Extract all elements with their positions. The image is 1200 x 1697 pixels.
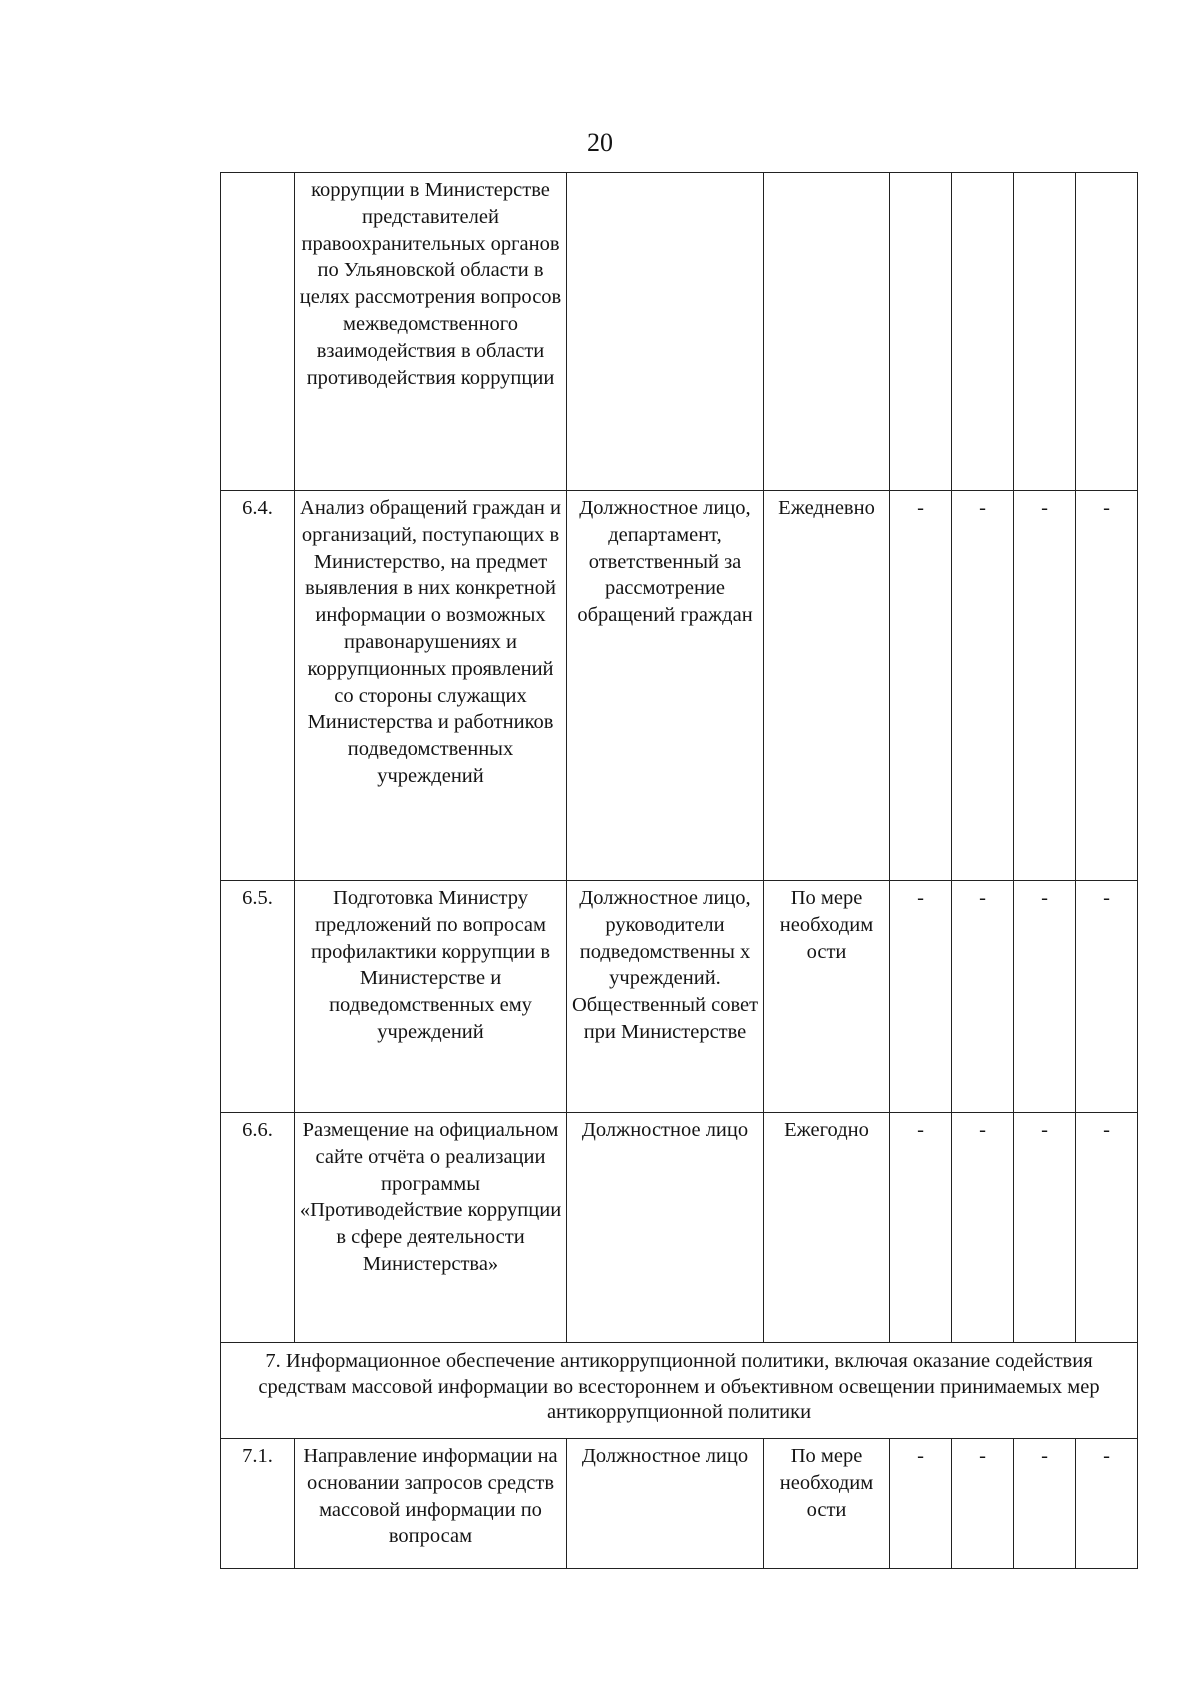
- indicator-cell: -: [952, 1113, 1014, 1343]
- action-cell: Анализ обращений граждан и организаций, поступающих в Министерство, на предмет выявления в них конкретной информации о возможных правонарушениях и коррупционных проявлений со стороны служащих Министерства и работников подведомственных учреждений: [295, 491, 567, 881]
- term-cell: Ежедневно: [764, 491, 890, 881]
- indicator-cell: -: [1014, 881, 1076, 1113]
- indicator-cell: [1076, 173, 1138, 491]
- indicator-cell: -: [1076, 491, 1138, 881]
- term-cell: По мере необходим ости: [764, 1439, 890, 1569]
- term-cell: [764, 173, 890, 491]
- indicator-cell: -: [1076, 1439, 1138, 1569]
- row-number: [221, 173, 295, 491]
- action-cell: Подготовка Министру предложений по вопросам профилактики коррупции в Министерстве и подведомственных ему учреждений: [295, 881, 567, 1113]
- indicator-cell: -: [1014, 1113, 1076, 1343]
- row-number: 7.1.: [221, 1439, 295, 1569]
- indicator-cell: -: [1014, 491, 1076, 881]
- table-row: [221, 1113, 1138, 1343]
- table-row: [221, 1439, 1138, 1569]
- indicator-cell: -: [890, 1439, 952, 1569]
- table-row: [221, 173, 1138, 491]
- action-cell: Направление информации на основании запросов средств массовой информации по вопросам: [295, 1439, 567, 1569]
- row-number: 6.5.: [221, 881, 295, 1113]
- indicator-cell: -: [1076, 1113, 1138, 1343]
- responsible-cell: Должностное лицо, департамент, ответственный за рассмотрение обращений граждан: [567, 491, 764, 881]
- indicator-cell: -: [890, 491, 952, 881]
- indicator-cell: -: [1076, 881, 1138, 1113]
- indicator-cell: [890, 173, 952, 491]
- table-row: [221, 881, 1138, 1113]
- indicator-cell: -: [890, 881, 952, 1113]
- table-row: [221, 491, 1138, 881]
- responsible-cell: Должностное лицо: [567, 1439, 764, 1569]
- row-number: 6.6.: [221, 1113, 295, 1343]
- indicator-cell: [1014, 173, 1076, 491]
- row-number: 6.4.: [221, 491, 295, 881]
- responsible-cell: [567, 173, 764, 491]
- page-number: 20: [587, 128, 613, 157]
- indicator-cell: -: [952, 491, 1014, 881]
- responsible-cell: Должностное лицо: [567, 1113, 764, 1343]
- responsible-cell: Должностное лицо, руководители подведомственны х учреждений. Общественный совет при Министерстве: [567, 881, 764, 1113]
- indicator-cell: -: [952, 1439, 1014, 1569]
- indicator-cell: -: [952, 881, 1014, 1113]
- indicator-cell: -: [1014, 1439, 1076, 1569]
- indicator-cell: -: [890, 1113, 952, 1343]
- indicator-cell: [952, 173, 1014, 491]
- action-cell: коррупции в Министерстве представителей правоохранительных органов по Ульяновской области в целях рассмотрения вопросов межведомственного взаимодействия в области противодействия коррупции: [295, 173, 567, 491]
- term-cell: Ежегодно: [764, 1113, 890, 1343]
- action-cell: Размещение на официальном сайте отчёта о реализации программы «Противодействие коррупции в сфере деятельности Министерства»: [295, 1113, 567, 1343]
- measures-table: [220, 172, 1138, 1569]
- section-heading-row: [221, 1343, 1138, 1439]
- section-heading: 7. Информационное обеспечение антикоррупционной политики, включая оказание содействия средствам массовой информации во всестороннем и объективном освещении принимаемых мер антикоррупционной политики: [221, 1343, 1138, 1439]
- term-cell: По мере необходим ости: [764, 881, 890, 1113]
